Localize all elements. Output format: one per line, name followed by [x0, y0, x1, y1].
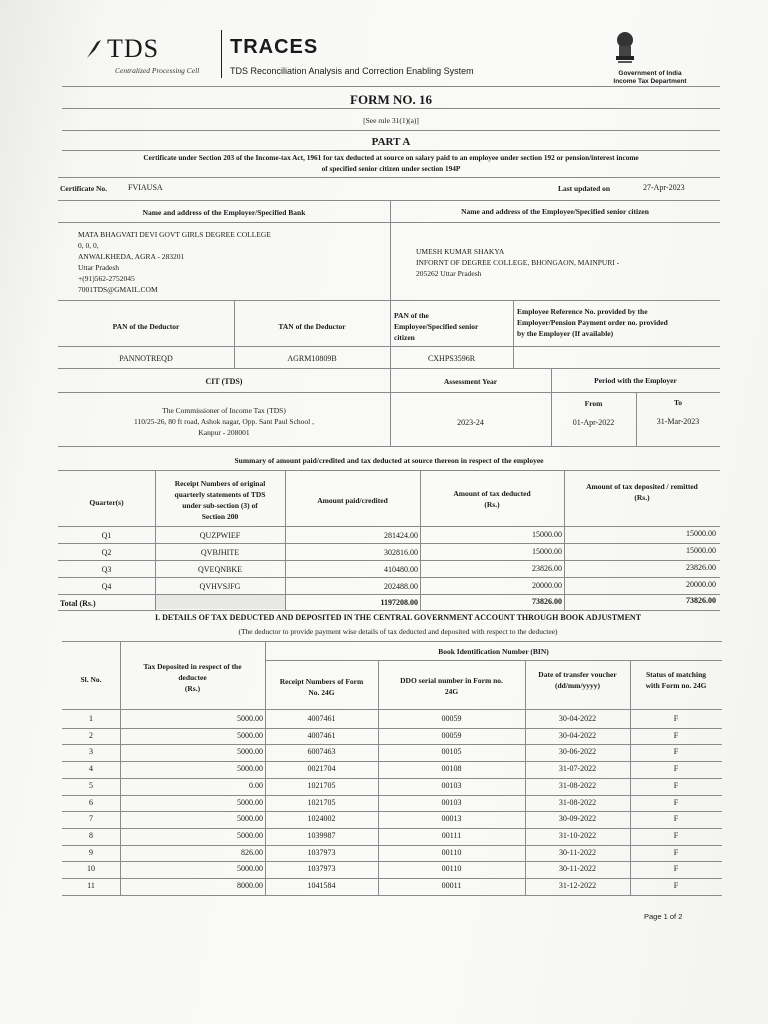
details-sl: 2: [89, 730, 93, 740]
tan-deductor-label: TAN of the Deductor: [278, 322, 346, 331]
bin-head: Book Identification Number (BIN): [438, 647, 549, 656]
goi-line-2: Income Tax Department: [613, 78, 687, 85]
tds-logo-subtitle: Centralized Processing Cell: [115, 66, 200, 75]
col-tax-head: Amount of tax deducted: [453, 489, 531, 498]
tds-swoosh-icon: [85, 38, 107, 60]
col-tax-head: (Rs.): [484, 500, 500, 509]
rule: [62, 86, 720, 87]
details-date: 30-11-2022: [558, 847, 597, 857]
employer-line: MATA BHAGVATI DEVI GOVT GIRLS DEGREE COLLEGE: [78, 230, 271, 239]
summary-receipt: QVBJHITE: [200, 548, 240, 557]
employer-head: Name and address of the Employer/Specified Bank: [142, 208, 306, 217]
summary-tax: 20000.00: [532, 581, 562, 590]
details-date: 30-04-2022: [558, 730, 597, 740]
details-ddo: 00011: [441, 881, 462, 890]
details-receipt: 1041584: [307, 881, 336, 890]
certificate-no-label: Certificate No.: [60, 184, 108, 193]
details-sl: 9: [89, 847, 93, 857]
col-date-head: Date of transfer voucher: [538, 670, 617, 679]
summary-tax: 23826.00: [532, 564, 562, 573]
details-date: 31-08-2022: [558, 780, 597, 790]
details-status: F: [673, 714, 679, 723]
rule: [62, 130, 720, 131]
details-receipt: 1024002: [307, 814, 336, 824]
rule: [58, 392, 720, 393]
summary-amount: 202488.00: [384, 582, 418, 591]
summary-quarter: Q1: [101, 531, 112, 540]
details-sl: 7: [89, 814, 93, 824]
employer-line: 0, 0, 0,: [78, 241, 99, 250]
details-sl: 1: [89, 714, 93, 723]
details-ddo: 00110: [441, 847, 462, 857]
summary-tax: 15000.00: [532, 530, 562, 539]
details-tax: 5000.00: [237, 814, 263, 824]
summary-receipt: QVHVSJFG: [199, 582, 241, 591]
summary-deposited: 23826.00: [686, 563, 716, 572]
period-label: Period with the Employer: [594, 376, 677, 385]
details-ddo: 00059: [441, 730, 462, 740]
assessment-year-label: Assessment Year: [443, 377, 498, 386]
col-deposited-head: Amount of tax deposited / remitted: [586, 482, 698, 491]
period-from-value: 01-Apr-2022: [572, 418, 615, 427]
summary-amount: 302816.00: [384, 548, 418, 557]
employee-ref-label: by the Employer (If available): [517, 329, 614, 338]
pan-deductor-label: PAN of the Deductor: [112, 322, 180, 331]
details-receipt: 1037973: [307, 864, 336, 874]
details-tax: 5000.00: [237, 864, 263, 874]
details-sl: 3: [89, 747, 93, 757]
details-status: F: [673, 780, 679, 790]
details-status: F: [673, 864, 679, 874]
summary-quarter: Q2: [101, 548, 112, 557]
details-receipt: 4007461: [307, 730, 336, 740]
period-to-label: To: [673, 398, 683, 407]
details-tax: 0.00: [249, 780, 263, 790]
details-ddo: 00059: [441, 714, 462, 723]
traces-subtitle: TDS Reconciliation Analysis and Correction Enabling System: [230, 66, 474, 76]
details-sl: 11: [87, 881, 95, 890]
rule: [58, 368, 720, 369]
col-deposited-head: (Rs.): [634, 493, 650, 502]
details-sl: 6: [89, 797, 93, 807]
rule: [62, 744, 722, 745]
details-sl: 4: [89, 764, 93, 774]
employee-head: Name and address of the Employee/Specified senior citizen: [461, 207, 649, 216]
details-status: F: [673, 730, 679, 740]
pan-employee-value: CXHPS3596R: [427, 354, 476, 363]
part-title: PART A: [371, 136, 411, 148]
rule: [390, 200, 391, 300]
col-receipt-24g-head: No. 24G: [308, 688, 335, 697]
rule: [58, 222, 720, 223]
details-date: 31-08-2022: [558, 797, 597, 807]
details-ddo: 00013: [441, 814, 462, 824]
rule: [58, 543, 720, 544]
details-status: F: [673, 747, 679, 757]
summary-quarter: Q3: [101, 565, 112, 574]
col-receipt-head: quarterly statements of TDS: [174, 490, 266, 499]
form-rule: [See rule 31(1)(a)]: [363, 116, 419, 125]
summary-deposited: 15000.00: [686, 529, 716, 538]
rule: [58, 577, 720, 578]
rule: [62, 641, 722, 642]
col-date-head: (dd/mm/yyyy): [555, 681, 600, 690]
details-receipt: 1039987: [307, 830, 336, 840]
rule: [58, 560, 720, 561]
details-sl: 8: [89, 830, 93, 840]
col-amount-head: Amount paid/credited: [317, 496, 388, 505]
rule: [58, 526, 720, 527]
rule: [513, 300, 514, 368]
summary-amount: 410480.00: [384, 565, 418, 574]
col-status-head: with Form no. 24G: [645, 681, 707, 690]
last-updated-label: Last updated on: [558, 184, 611, 193]
details-date: 31-10-2022: [558, 830, 597, 840]
header-divider: [221, 30, 222, 78]
details-date: 30-06-2022: [558, 747, 597, 757]
details-status: F: [673, 764, 679, 774]
employer-line: +(91)562-2752045: [78, 274, 135, 283]
rule: [62, 795, 722, 796]
details-ddo: 00111: [441, 830, 462, 840]
details-tax: 5000.00: [237, 797, 263, 807]
employer-line: Uttar Pradesh: [78, 263, 120, 272]
details-status: F: [673, 797, 679, 807]
summary-title: Summary of amount paid/credited and tax deducted at source thereon in respect of the employee: [234, 456, 544, 465]
rule: [58, 177, 720, 178]
details-sl: 5: [89, 780, 93, 790]
pan-deductor-value: PANNOTREQD: [119, 354, 173, 363]
form-title: FORM NO. 16: [350, 92, 432, 107]
employee-line: UMESH KUMAR SHAKYA: [416, 247, 505, 256]
summary-tax: 15000.00: [532, 547, 562, 556]
details-tax: 5000.00: [237, 714, 263, 723]
details-sl: 10: [87, 864, 95, 874]
employee-line: 205262 Uttar Pradesh: [416, 269, 482, 278]
period-to-value: 31-Mar-2023: [656, 417, 700, 426]
certificate-text-2: of specified senior citizen under section 194P: [321, 164, 461, 173]
employer-line: ANWALKHEDA, AGRA - 283201: [78, 252, 185, 261]
rule: [265, 660, 722, 661]
details-status: F: [673, 847, 679, 857]
details-ddo: 00103: [441, 780, 462, 790]
rule: [58, 446, 720, 447]
total-label: Total (Rs.): [60, 599, 96, 608]
details-date: 30-04-2022: [558, 714, 597, 723]
details-receipt: 1021705: [307, 780, 336, 790]
details-ddo: 00108: [441, 764, 462, 774]
pan-employee-label: citizen: [394, 333, 415, 342]
col-ddo-head: DDO serial number in Form no.: [400, 676, 503, 685]
tds-logo-text: TDS: [107, 34, 160, 63]
details-receipt: 1037973: [307, 847, 336, 857]
rule: [58, 346, 720, 347]
total-deposited: 73826.00: [686, 596, 716, 605]
period-from-label: From: [584, 399, 603, 408]
summary-amount: 281424.00: [384, 531, 418, 540]
employee-ref-label: Employee Reference No. provided by the: [517, 307, 648, 316]
details-status: F: [673, 830, 679, 840]
details-tax: 5000.00: [237, 747, 263, 757]
col-status-head: Status of matching: [645, 670, 706, 679]
details-ddo: 00110: [441, 864, 462, 874]
assessment-year-value: 2023-24: [457, 418, 484, 427]
details-ddo: 00105: [441, 747, 462, 757]
cit-address-line: Kanpur - 208001: [198, 428, 250, 437]
rule: [62, 861, 722, 862]
col-receipt-head: Section 200: [201, 512, 239, 521]
col-ddo-head: 24G: [444, 687, 459, 696]
total-tax: 73826.00: [532, 597, 562, 606]
pan-employee-label: PAN of the: [394, 311, 429, 320]
rule: [62, 709, 722, 710]
col-sl-head: Sl. No.: [80, 675, 102, 684]
details-tax: 826.00: [241, 847, 263, 857]
rule: [62, 150, 720, 151]
details-date: 30-11-2022: [558, 864, 597, 874]
summary-deposited: 15000.00: [686, 546, 716, 555]
employer-line: 7001TDS@GMAIL.COM: [78, 285, 158, 294]
col-receipt-head: under sub-section (3) of: [182, 501, 258, 510]
certificate-text-1: Certificate under Section 203 of the Income-tax Act, 1961 for tax deducted at source on salary paid to an employee under section 192 or pension/interest income: [143, 153, 639, 162]
details-tax: 5000.00: [237, 764, 263, 774]
cit-label: CIT (TDS): [205, 377, 243, 386]
details-receipt: 6007463: [307, 747, 336, 757]
col-tax-deposited-head: (Rs.): [184, 684, 201, 693]
rule: [62, 811, 722, 812]
details-status: F: [673, 881, 679, 890]
rule: [58, 200, 720, 201]
summary-quarter: Q4: [101, 582, 112, 591]
summary-receipt: QUZPWIEF: [199, 531, 241, 540]
details-tax: 5000.00: [237, 830, 263, 840]
tan-deductor-value: AGRM10809B: [287, 354, 337, 363]
details-tax: 8000.00: [237, 881, 263, 890]
employee-ref-label: Employer/Pension Payment order no. provided: [517, 318, 668, 327]
total-amount: 1197208.00: [380, 598, 418, 607]
details-date: 31-07-2022: [558, 764, 597, 774]
cit-address-line: 110/25-26, 80 ft road, Ashok nagar, Opp. Sant Paul School ,: [133, 417, 315, 426]
total-shade: [156, 595, 285, 609]
summary-receipt: QVEQNBKE: [198, 565, 242, 574]
details-date: 31-12-2022: [558, 881, 597, 890]
col-tax-deposited-head: Tax Deposited in respect of the: [143, 662, 242, 671]
rule: [58, 300, 720, 301]
details-receipt: 0021704: [307, 764, 336, 774]
pan-employee-label: Employee/Specified senior: [394, 322, 479, 331]
rule: [564, 470, 565, 610]
details-date: 30-09-2022: [558, 814, 597, 824]
details-receipt: 1021705: [307, 797, 336, 807]
last-updated-value: 27-Apr-2023: [643, 183, 685, 192]
details-tax: 5000.00: [237, 730, 263, 740]
rule: [62, 108, 720, 109]
rule: [62, 828, 722, 829]
details-ddo: 00103: [441, 797, 462, 807]
rule: [58, 470, 720, 471]
cit-address-line: The Commissioner of Income Tax (TDS): [162, 406, 286, 415]
col-tax-deposited-head: deductee: [178, 673, 207, 682]
details-title: I. DETAILS OF TAX DEDUCTED AND DEPOSITED IN THE CENTRAL GOVERNMENT ACCOUNT THROUGH BOOK ADJUSTMENT: [154, 613, 642, 622]
col-receipt-head: Receipt Numbers of original: [174, 479, 266, 488]
rule: [62, 895, 722, 896]
summary-deposited: 20000.00: [686, 580, 716, 589]
details-status: F: [673, 814, 679, 824]
goi-line-1: Government of India: [618, 70, 682, 77]
national-emblem-icon: [610, 30, 640, 66]
employee-line: INFORNT OF DEGREE COLLEGE, BHONGAON, MAINPURI -: [416, 258, 620, 267]
rule: [62, 728, 722, 729]
rule: [62, 878, 722, 879]
government-of-india-label: [605, 70, 695, 86]
page-number: Page 1 of 2: [644, 912, 683, 921]
header: [85, 30, 705, 90]
rule: [58, 610, 720, 611]
rule: [62, 845, 722, 846]
details-receipt: 4007461: [307, 714, 336, 723]
tds-logo: [85, 34, 159, 64]
traces-title: TRACES: [230, 36, 319, 58]
rule: [62, 778, 722, 779]
certificate-no-value: FVIAUSA: [128, 183, 163, 192]
details-subtitle: (The deductor to provide payment wise details of tax deducted and deposited with respect to the deductee): [238, 627, 558, 636]
rule: [62, 761, 722, 762]
col-receipt-24g-head: Receipt Numbers of Form: [279, 677, 364, 686]
col-quarter-head: Quarter(s): [89, 498, 124, 507]
